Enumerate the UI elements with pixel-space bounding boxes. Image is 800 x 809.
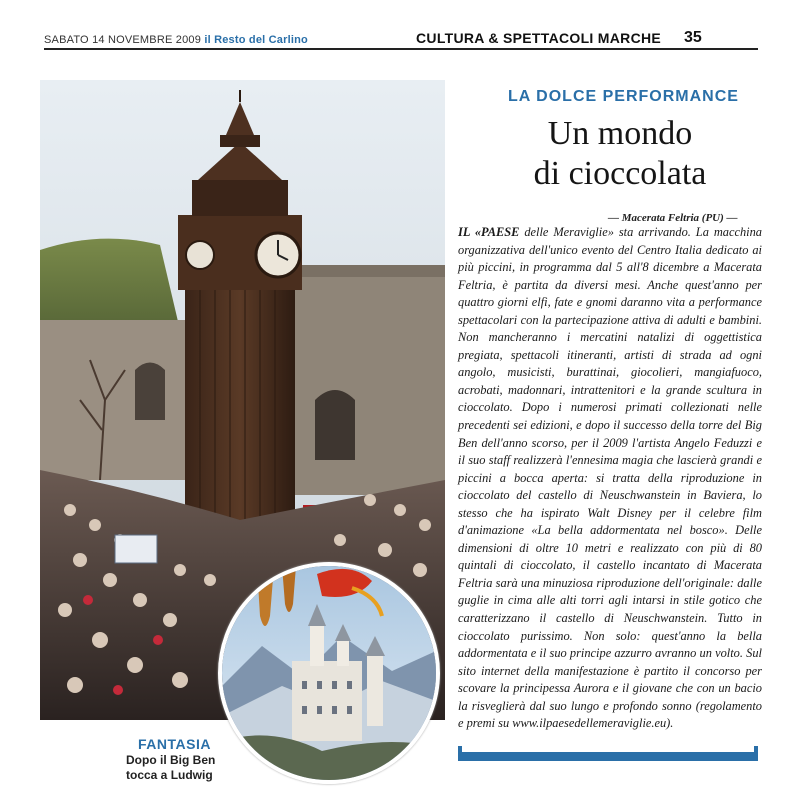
caption-title: FANTASIA <box>138 736 211 752</box>
article-kicker: LA DOLCE PERFORMANCE <box>508 88 739 105</box>
caption-line-2: tocca a Ludwig <box>126 768 213 782</box>
article-lead: IL «PAESE <box>458 225 520 239</box>
article-headline <box>470 114 770 194</box>
castle-inset-photo <box>218 562 440 784</box>
caption-line-1: Dopo il Big Ben <box>126 753 216 767</box>
header-rule <box>44 48 758 50</box>
article-body <box>458 224 762 733</box>
article-dateline: — Macerata Feltria (PU) — <box>608 212 738 224</box>
newspaper-brand: il Resto del Carlino <box>204 34 308 46</box>
section-title: CULTURA & SPETTACOLI MARCHE <box>416 30 662 46</box>
date-text: SABATO 14 NOVEMBRE 2009 <box>44 34 202 46</box>
issue-date <box>44 34 308 46</box>
page-number: 35 <box>684 29 702 46</box>
article-body-text: delle Meraviglie» sta arrivando. La macchina organizzativa dell'unico evento del Centro Italia dedicato ai più piccini, in programma dal 5 all'8 dicembre a Macerata Feltria, è partita da diversi mesi. Anche quest'anno per quattro giorni elfi, fate e gnomi daranno vita a performance spettacolari con la partecipazione attiva di adulti e bambini. Non mancheranno i mercatini natalizi di oggettistica pregiata, spettacoli itineranti, artisti di strada ad ogni angolo, musicisti, burattinai, giocolieri, mangiafuoco, acrobati, madonnari, intrattenitori e la grande scultura in cioccolato. Dopo i numerosi primati collezionati nelle precedenti sei edizioni, e dopo il successo della torre del Big Ben dell'anno scorso, per il 2009 l'artista Angelo Feduzzi e il suo staff realizzerà l'ennesima magia che lascierà grandi e piccini a bocca aperta: si tratta della riproduzione in cioccolato del castello di Neuschwanstein in Baviera, lo stesso che ha ispirato Walt Disney per il celebre film d'animazione «La bella addormentata nel bosco». Delle dimensioni di oltre 10 metri e realizzato con più di 80 quintali di cioccolato, il castello incantato di Macerata Feltria sarà una minuziosa riproduzione dell'originale: dalle guglie in cima alle alti torri agli intarsi in stile gotico che caratterizzano il castello di Neuschwanstein. Tutto in cioccolato purissimo. Non solo: quest'anno la bella addormentata e il suo principe azzurro avranno un volto. Sul sito internet della manifestazione è partito il concorso per scovare la principessa Aurora e il giovane che con un bacio la risveglierà dal suo lungo e profondo sonno (regolamento e premi su www.ilpaesedellemeraviglie.eu). <box>458 225 762 731</box>
article-bottom-tick-right <box>754 746 758 761</box>
headline-line-2: di cioccolata <box>533 155 707 192</box>
article-bottom-rule <box>458 752 758 761</box>
article-bottom-tick-left <box>458 746 462 761</box>
headline-line-1: Un mondo <box>547 115 693 152</box>
